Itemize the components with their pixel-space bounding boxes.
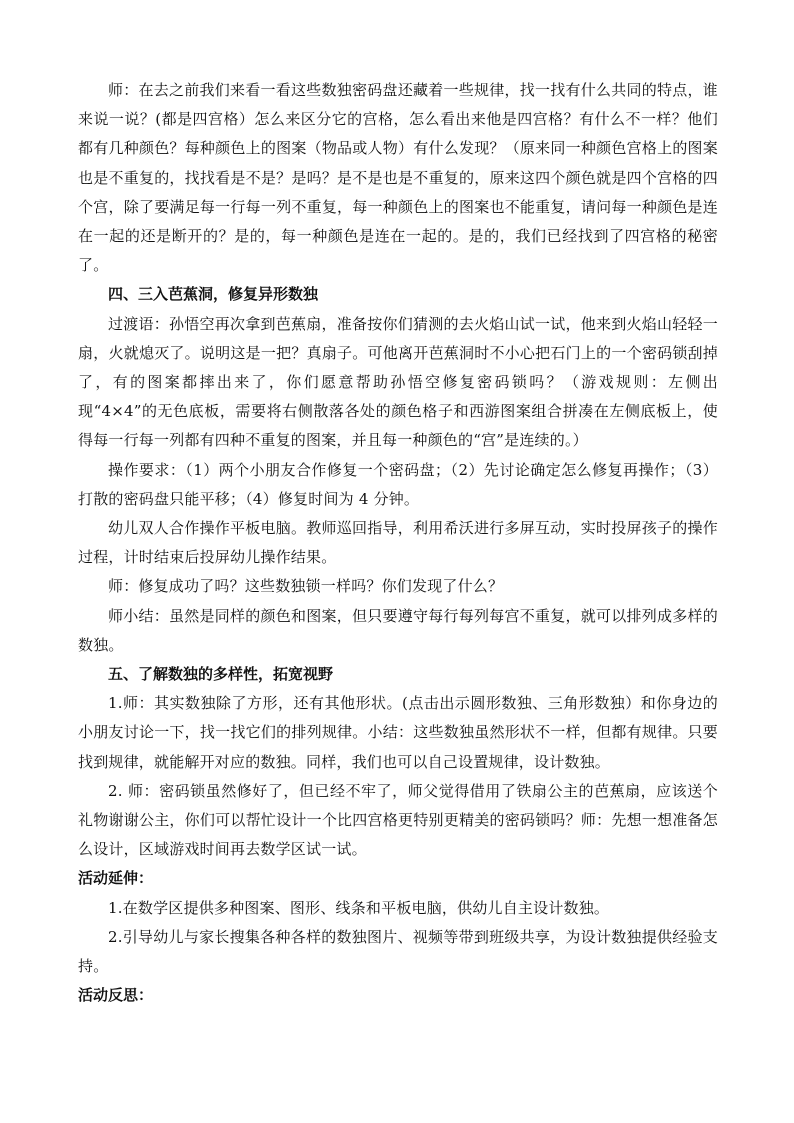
document-page: [78, 76, 718, 1011]
heading-section-5: 五、了解数独的多样性，拓宽视野: [108, 665, 334, 684]
heading-section-4: 四、三入芭蕉洞，修复异形数独: [108, 285, 319, 304]
label-activity-reflection: 活动反思：: [78, 986, 154, 1005]
paragraph-item-1: 1.师：其实数独除了方形，还有其他形状。(点击出示圆形数独、三角形数独）和你身边的小朋友讨论一下，找一找它们的排列规律。小结：这些数独虽然形状不一样，但都有规律。只要找到规律，就能解开对应的数独。同样，我们也可以自己设置规律，设计数独。: [78, 694, 718, 771]
paragraph-pair-operation: 幼儿双人合作操作平板电脑。教师巡回指导，利用希沃进行多屏互动，实时投屏孩子的操作过程，计时结束后投屏幼儿操作结果。: [78, 519, 718, 567]
label-activity-extension: 活动延伸：: [78, 869, 154, 888]
paragraph-teacher-intro: 师：在去之前我们来看一看这些数独密码盘还藏着一些规律，找一找有什么共同的特点，谁来说一说？(都是四宫格）怎么来区分它的宫格，怎么看出来他是四宫格？有什么不一样？他们都有几种颜色？每种颜色上的图案（物品或人物）有什么发现？（原来同一种颜色宫格上的图案也是不重复的，找找看是不是？是吗？是不是也是不重复的，原来这四个颜色就是四个宫格的四个宫，除了要满足每一行每一列不重复，每一种颜色上的图案也不能重复，请问每一种颜色是连在一起的还是断开的？是的，每一种颜色是连在一起的。是的，我们已经找到了四宫格的秘密了。: [78, 81, 718, 275]
paragraph-extension-2: 2.引导幼儿与家长搜集各种各样的数独图片、视频等带到班级共享，为设计数独提供经验支持。: [78, 927, 718, 976]
paragraph-item-2: 2. 师：密码锁虽然修好了，但已经不牢了，师父觉得借用了铁扇公主的芭蕉扇，应该送个礼物谢谢公主，你们可以帮忙设计一个比四宫格更特别更精美的密码锁吗？师：先想一想准备怎么设计，区域游戏时间再去数学区试一试。: [78, 781, 718, 859]
paragraph-extension-1: 1.在数学区提供多种图案、图形、线条和平板电脑，供幼儿自主设计数独。: [108, 898, 610, 917]
paragraph-teacher-question: 师：修复成功了吗？这些数独锁一样吗？你们发现了什么？: [108, 577, 504, 596]
paragraph-teacher-summary: 师小结：虽然是同样的颜色和图案，但只要遵守每行每列每宫不重复，就可以排列成多样的数独。: [78, 606, 718, 654]
paragraph-transition: 过渡语：孙悟空再次拿到芭蕉扇，准备按你们猜测的去火焰山试一试，他来到火焰山轻轻一扇，火就熄灭了。说明这是一把？真扇子。可他离开芭蕉洞时不小心把石门上的一个密码锁刮掉了，有的图案都摔出来了，你们愿意帮助孙悟空修复密码锁吗？（游戏规则：左侧出现“4×4”的无色底板，需要将右侧散落各处的颜色格子和西游图案组合拼凑在左侧底板上，使得每一行每一列都有四种不重复的图案，并且每一种颜色的“宫”是连续的。）: [78, 314, 718, 450]
paragraph-requirements: 操作要求：（1）两个小朋友合作修复一个密码盘；（2）先讨论确定怎么修复再操作；（3）打散的密码盘只能平移；（4）修复时间为 4 分钟。: [78, 460, 718, 508]
